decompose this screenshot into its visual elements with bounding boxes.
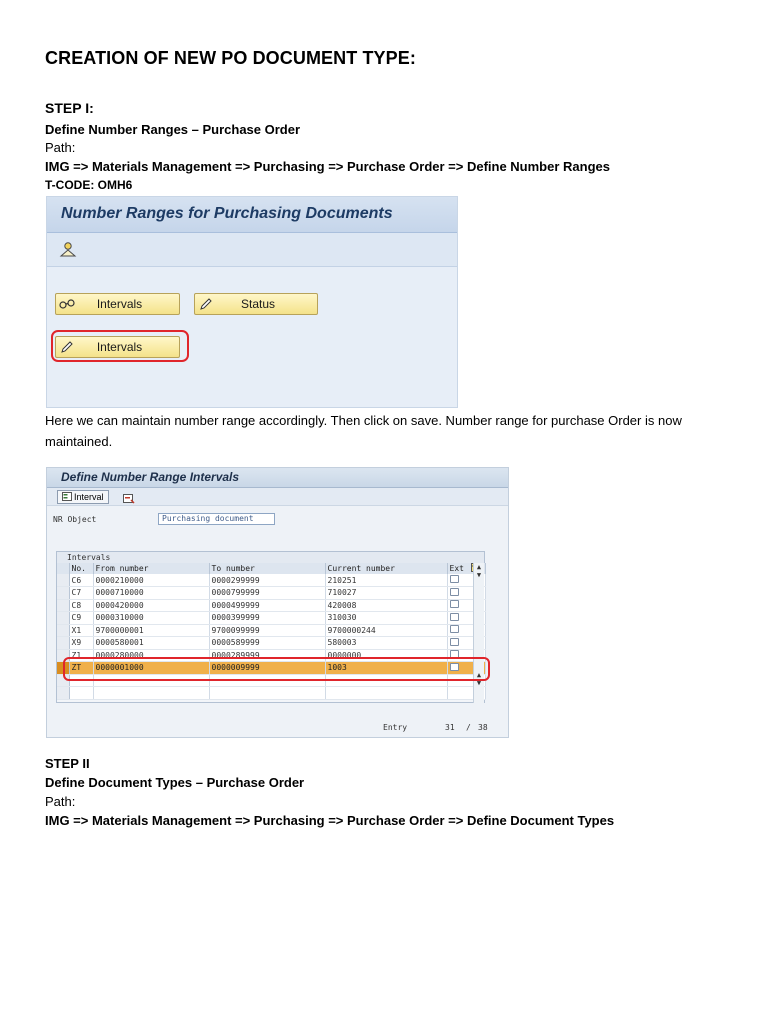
cell-to[interactable]: 0000799999 xyxy=(209,587,325,600)
cell-current[interactable]: 9700000244 xyxy=(325,624,447,637)
cell-no: C6 xyxy=(69,574,93,587)
entry-label: Entry xyxy=(383,723,408,732)
scroll-up-icon[interactable]: ▲ xyxy=(476,563,482,571)
step2-heading: STEP II xyxy=(45,756,90,771)
column-header-no[interactable]: No. xyxy=(69,563,93,574)
ext-checkbox[interactable] xyxy=(450,588,459,596)
intervals-caption: Intervals xyxy=(57,552,484,563)
cell-from[interactable]: 0000580001 xyxy=(93,637,209,650)
step1-path: IMG => Materials Management => Purchasing => Purchase Order => Define Number Ranges xyxy=(45,159,610,174)
scroll-page-up-icon[interactable]: ▲ xyxy=(476,671,482,679)
screen1-title: Number Ranges for Purchasing Documents xyxy=(47,197,457,233)
cell-no xyxy=(69,687,93,700)
cell-current[interactable] xyxy=(325,687,447,700)
cell-current[interactable]: 210251 xyxy=(325,574,447,587)
cell-to[interactable]: 0000399999 xyxy=(209,612,325,625)
row-selector[interactable] xyxy=(57,687,69,700)
step2-subtitle: Define Document Types – Purchase Order xyxy=(45,775,305,790)
cell-from[interactable]: 0000280000 xyxy=(93,649,209,662)
step2-path: IMG => Materials Management => Purchasing => Purchase Order => Define Document Types xyxy=(45,813,615,828)
table-row[interactable] xyxy=(57,624,485,637)
selector-column-header[interactable] xyxy=(57,563,69,574)
column-header-from[interactable]: From number xyxy=(93,563,209,574)
cell-to[interactable]: 9700099999 xyxy=(209,624,325,637)
table-row-empty[interactable] xyxy=(57,687,485,700)
cell-to[interactable] xyxy=(209,687,325,700)
entry-total: 38 xyxy=(478,723,488,732)
ext-checkbox[interactable] xyxy=(450,613,459,621)
screen2-title: Define Number Range Intervals xyxy=(47,468,508,488)
cell-no: C9 xyxy=(69,612,93,625)
entry-current: 31 xyxy=(445,723,455,732)
cell-from[interactable]: 0000710000 xyxy=(93,587,209,600)
define-intervals-screenshot xyxy=(46,467,509,738)
nr-object-label: NR Object xyxy=(53,515,97,524)
cell-current[interactable]: 310030 xyxy=(325,612,447,625)
column-header-to[interactable]: To number xyxy=(209,563,325,574)
add-interval-icon xyxy=(62,492,72,503)
row-selector[interactable] xyxy=(57,574,69,587)
step1-subtitle: Define Number Ranges – Purchase Order xyxy=(45,122,301,137)
pencil-icon xyxy=(195,294,217,314)
status-button[interactable] xyxy=(194,293,318,315)
row-selector[interactable] xyxy=(57,624,69,637)
cell-to[interactable]: 0000009999 xyxy=(209,662,325,675)
step2-path-label: Path: xyxy=(45,794,76,809)
status-label: Status xyxy=(240,297,276,311)
cell-to[interactable]: 0000589999 xyxy=(209,637,325,650)
number-ranges-screenshot xyxy=(46,196,458,408)
table-row[interactable] xyxy=(57,587,485,600)
row-selector[interactable] xyxy=(57,612,69,625)
screen2-toolbar xyxy=(47,488,508,506)
cell-from[interactable]: 9700000001 xyxy=(93,624,209,637)
cell-from[interactable] xyxy=(93,687,209,700)
row-selector[interactable] xyxy=(57,599,69,612)
cell-no: ZT xyxy=(69,662,93,675)
ext-checkbox[interactable] xyxy=(450,600,459,608)
cell-no: C8 xyxy=(69,599,93,612)
ext-checkbox[interactable] xyxy=(450,638,459,646)
cell-current[interactable]: 1003 xyxy=(325,662,447,675)
row-selector[interactable] xyxy=(57,637,69,650)
cell-no: C7 xyxy=(69,587,93,600)
table-row[interactable] xyxy=(57,574,485,587)
highlight-box xyxy=(51,330,189,362)
column-header-ext-label: Ext xyxy=(449,564,464,573)
cell-from[interactable]: 0000001000 xyxy=(93,662,209,675)
cell-to[interactable]: 0000299999 xyxy=(209,574,325,587)
intervals-change-label: Intervals xyxy=(96,340,143,354)
scroll-down-icon[interactable]: ▼ xyxy=(476,571,482,579)
person-icon[interactable] xyxy=(59,240,77,258)
step1-path-label: Path: xyxy=(45,140,76,155)
intervals-display-button[interactable] xyxy=(55,293,180,315)
step1-heading: STEP I: xyxy=(45,100,94,116)
step1-tcode: T-CODE: OMH6 xyxy=(45,178,133,192)
cell-to[interactable]: 0000289999 xyxy=(209,649,325,662)
ext-checkbox[interactable] xyxy=(450,575,459,583)
document-title: CREATION OF NEW PO DOCUMENT TYPE: xyxy=(45,48,416,68)
cell-no: X1 xyxy=(69,624,93,637)
cell-no: Z1 xyxy=(69,649,93,662)
table-header-row xyxy=(57,563,485,574)
glasses-icon xyxy=(56,294,78,314)
cell-current[interactable]: 420008 xyxy=(325,599,447,612)
interval-button[interactable] xyxy=(57,490,109,504)
cell-from[interactable]: 0000310000 xyxy=(93,612,209,625)
column-header-current[interactable]: Current number xyxy=(325,563,447,574)
intervals-display-label: Intervals xyxy=(96,297,143,311)
cell-to[interactable]: 0000499999 xyxy=(209,599,325,612)
nr-object-field[interactable]: Purchasing document xyxy=(158,513,275,525)
cell-current[interactable]: 0000000 xyxy=(325,649,447,662)
cell-from[interactable]: 0000420000 xyxy=(93,599,209,612)
screen1-toolbar xyxy=(47,233,457,267)
ext-checkbox[interactable] xyxy=(450,625,459,633)
entry-separator: / xyxy=(466,723,471,732)
vertical-scrollbar[interactable] xyxy=(473,563,484,703)
scroll-page-down-icon[interactable]: ▼ xyxy=(476,679,482,687)
table-row[interactable] xyxy=(57,637,485,650)
table-row[interactable] xyxy=(57,599,485,612)
row-highlight-box xyxy=(63,657,490,681)
table-row[interactable] xyxy=(57,612,485,625)
delete-interval-icon[interactable] xyxy=(123,490,135,509)
cell-current[interactable]: 710027 xyxy=(325,587,447,600)
cell-from[interactable]: 0000210000 xyxy=(93,574,209,587)
row-selector[interactable] xyxy=(57,587,69,600)
cell-no: X9 xyxy=(69,637,93,650)
cell-current[interactable]: 580003 xyxy=(325,637,447,650)
instruction-paragraph: Here we can maintain number range accordingly. Then click on save. Number range for purchase Order is now maintained. xyxy=(45,413,682,449)
interval-button-label: Interval xyxy=(74,492,104,502)
